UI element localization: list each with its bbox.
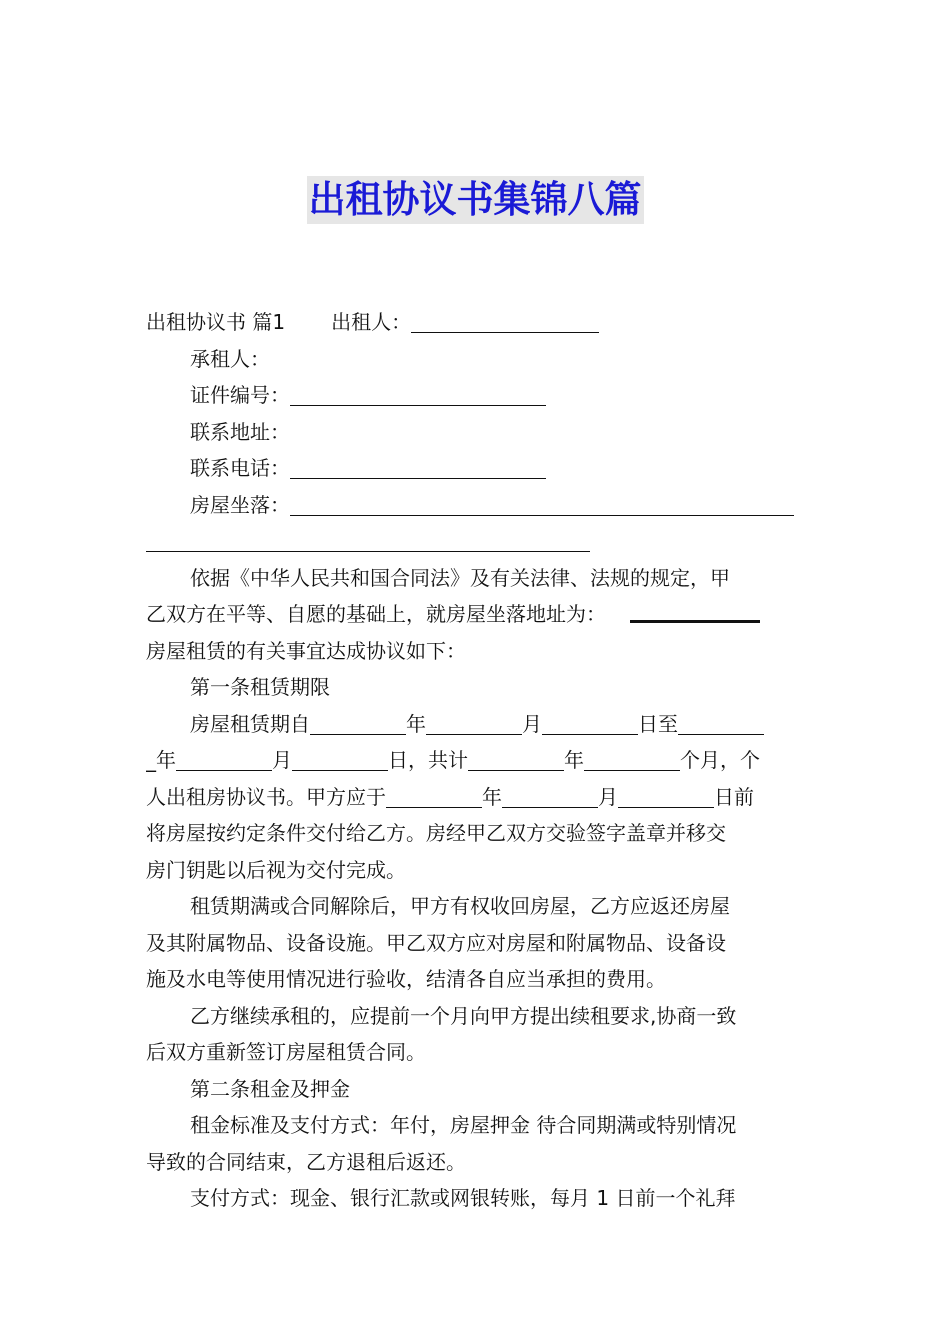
expiry-text-1: 租赁期满或合同解除后，甲方有权收回房屋，乙方应返还房屋: [190, 894, 730, 918]
term-line1: [146, 706, 806, 743]
para1-line2: [146, 596, 806, 633]
term-text-12: 月: [598, 784, 618, 809]
property-blank: [290, 493, 794, 516]
start-day-blank: [542, 712, 638, 735]
term-text-4: 日至: [638, 711, 678, 736]
article2-heading-line: [146, 1071, 806, 1108]
phone-blank: [290, 456, 546, 479]
property-label: 房屋坐落：: [190, 492, 290, 517]
payment-line1: [146, 1180, 806, 1217]
phone-label: 联系电话：: [190, 456, 290, 480]
para1-text-2: 乙双方在平等、自愿的基础上，就房屋坐落地址为：: [146, 602, 606, 626]
term-text-11: 年: [482, 784, 502, 809]
handover-month-blank: [502, 785, 598, 808]
phone-line: [146, 450, 806, 487]
term-text-1: 房屋租赁期自: [190, 711, 310, 736]
renew-text-2: 后双方重新签订房屋租赁合同。: [146, 1040, 426, 1064]
term-text-line5: 房门钥匙以后视为交付完成。: [146, 857, 406, 882]
tenant-line: [146, 341, 806, 378]
end-year-blank: [678, 712, 764, 735]
end-day-blank: [292, 748, 388, 771]
id-line: [146, 377, 806, 414]
total-months-blank: [584, 748, 680, 771]
expiry-line1: [146, 888, 806, 925]
term-line5: [146, 852, 806, 889]
address-line: [146, 414, 806, 451]
handover-day-blank: [618, 785, 714, 808]
para1-text-3: 房屋租赁的有关事宜达成协议如下：: [146, 638, 466, 663]
handover-year-blank: [386, 785, 482, 808]
renew-text-1: 乙方继续承租的，应提前一个月向甲方提出续租要求,协商一致: [190, 1003, 737, 1028]
article1-heading-line: [146, 669, 806, 706]
lessor-label: 出租人：: [331, 310, 412, 334]
lessor-blank: [411, 310, 599, 333]
end-month-blank: [176, 748, 272, 771]
tenant-label: 承租人：: [190, 346, 270, 371]
term-line4: [146, 815, 806, 852]
para1-line3: [146, 633, 806, 670]
title-container: [0, 176, 950, 224]
expiry-line2: [146, 925, 806, 962]
id-label: 证件编号：: [190, 383, 290, 407]
renew-line2: [146, 1034, 806, 1071]
term-text-2: 年: [406, 711, 426, 736]
term-text-13: 日前: [714, 784, 754, 809]
total-years-blank: [468, 748, 564, 771]
expiry-text-3: 施及水电等使用情况进行验收，结清各自应当承担的费用。: [146, 967, 666, 991]
location-blank: [630, 600, 760, 623]
term-text-6: 月: [272, 748, 292, 772]
property-blank-continued-line: [146, 523, 806, 560]
document-body: [146, 304, 806, 1217]
address-label: 联系地址：: [190, 419, 290, 444]
rent-text-1: 租金标准及支付方式：年付，房屋押金 待合同期满或特别情况: [190, 1113, 737, 1137]
term-text-5: _年: [146, 748, 176, 772]
rent-text-2: 导致的合同结束，乙方退租后返还。: [146, 1149, 466, 1174]
header-line: [146, 304, 806, 341]
term-text-8: 年: [564, 748, 584, 772]
rent-line2: [146, 1144, 806, 1181]
section-label: 出租协议书 篇1: [146, 310, 286, 334]
document-title: 出租协议书集锦八篇: [307, 176, 644, 224]
id-blank: [290, 383, 546, 406]
expiry-line3: [146, 961, 806, 998]
term-text-3: 月: [522, 711, 542, 736]
property-blank-continued: [146, 529, 590, 552]
term-text-line4: 将房屋按约定条件交付给乙方。房经甲乙双方交验签字盖章并移交: [146, 821, 726, 845]
para1-line1: [146, 560, 806, 597]
term-line3: [146, 779, 806, 816]
term-text-7: 日，共计: [388, 748, 468, 772]
article1-heading: 第一条租赁期限: [190, 675, 330, 699]
expiry-text-2: 及其附属物品、设备设施。甲乙双方应对房屋和附属物品、设备设: [146, 930, 726, 955]
start-month-blank: [426, 712, 522, 735]
term-text-9: 个月，个: [680, 748, 760, 772]
property-line: [146, 487, 806, 524]
term-line2: [146, 742, 806, 779]
article2-heading: 第二条租金及押金: [190, 1076, 350, 1101]
payment-text-1: 支付方式：现金、银行汇款或网银转账，每月 1 日前一个礼拜: [190, 1186, 736, 1210]
start-year-blank: [310, 712, 406, 735]
para1-text-1: 依据《中华人民共和国合同法》及有关法律、法规的规定，甲: [190, 565, 730, 590]
term-text-10: 人出租房协议书。甲方应于: [146, 784, 386, 809]
renew-line1: [146, 998, 806, 1035]
rent-line1: [146, 1107, 806, 1144]
